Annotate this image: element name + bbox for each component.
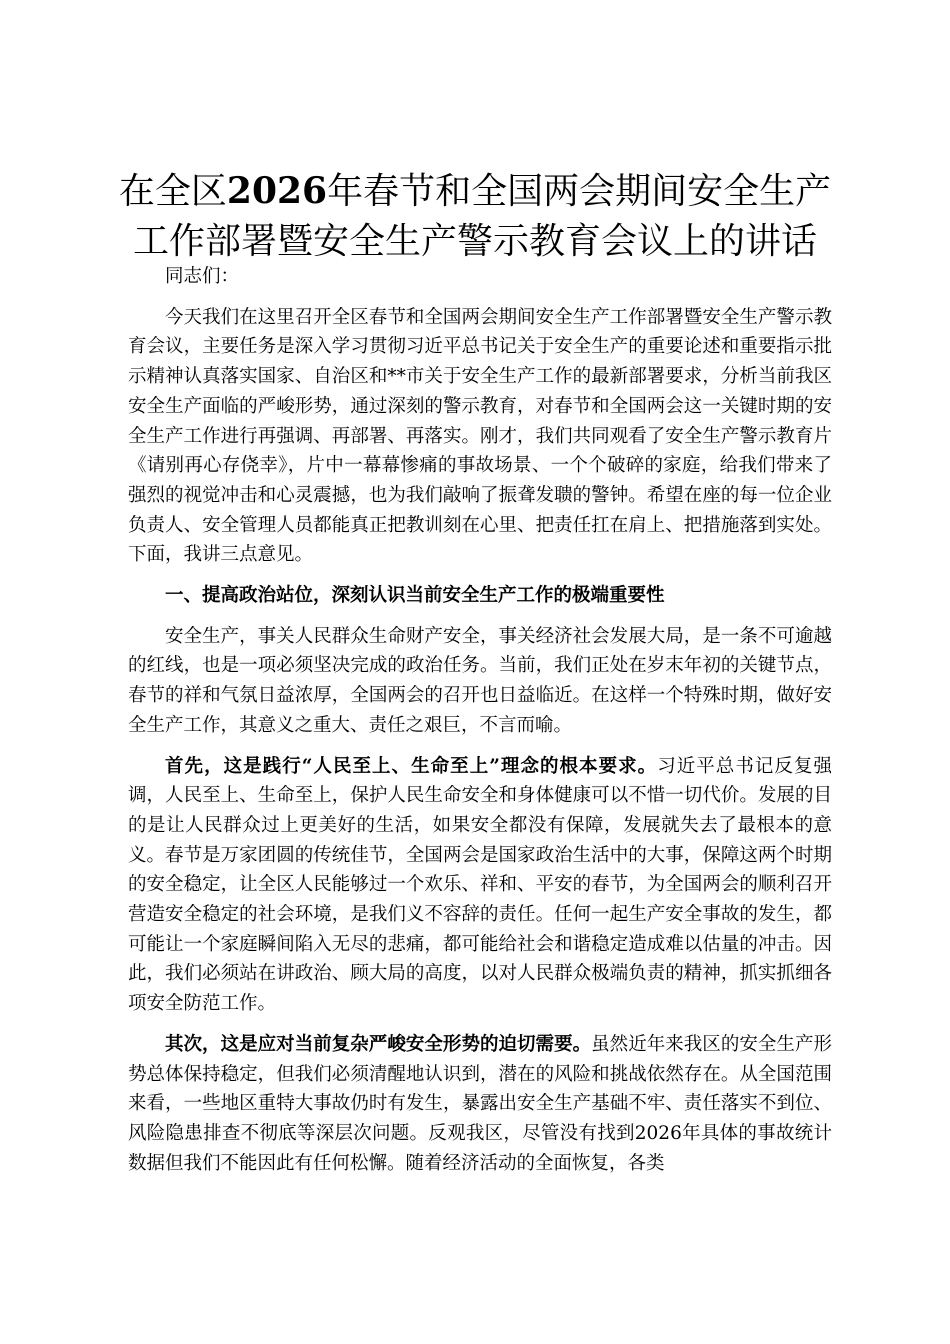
intro-paragraph: 今天我们在这里召开全区春节和全国两会期间安全生产工作部署暨安全生产警示教育会议，主要任务是深入学习贯彻习近平总书记关于安全生产的重要论述和重要指示批示精神认真落实国家、自治区和**市关于安全生产工作的最新部署要求，分析当前我区安全生产面临的严峻形势，通过深刻的警示教育，对春节和全国两会这一关键时期的安全生产工作进行再强调、再部署、再落实。刚才，我们共同观看了安全生产警示教育片《请别再心存侥幸》，片中一幕幕惨痛的事故场景、一个个破碎的家庭，给我们带来了强烈的视觉冲击和心灵震撼，也为我们敲响了振聋发聩的警钟。希望在座的每一位企业负责人、安全管理人员都能真正把教训刻在心里、把责任扛在肩上、把措施落到实处。下面，我讲三点意见。	[128, 306, 832, 566]
paragraph-first-point-body: 习近平总书记反复强调，人民至上、生命至上，保护人民生命安全和身体健康可以不惜一切代价。发展的目的是让人民群众过上更美好的生活，如果安全都没有保障，发展就失去了最根本的意义。春节是万家团圆的传统佳节，全国两会是国家政治生活中的大事，保障这两个时期的安全稳定，让全区人民能够过一个欢乐、祥和、平安的春节，为全国两会的顺利召开营造安全稳定的社会环境，是我们义不容辞的责任。任何一起生产安全事故的发生，都可能让一个家庭瞬间陷入无尽的悲痛，都可能给社会和谐稳定造成难以估量的冲击。因此，我们必须站在讲政治、顾大局的高度，以对人民群众极端负责的精神，抓实抓细各项安全防范工作。	[128, 755, 832, 1015]
document-title	[110, 166, 840, 267]
title-line-1-pre: 在全区	[118, 171, 227, 212]
paragraph-safety-importance: 安全生产，事关人民群众生命财产安全，事关经济社会发展大局，是一条不可逾越的红线，也是一项必须坚决完成的政治任务。当前，我们正处在岁末年初的关键节点，春节的祥和气氛日益浓厚，全国两会的召开也日益临近。在这样一个特殊时期，做好安全生产工作，其意义之重大、责任之艰巨，不言而喻。	[128, 625, 832, 736]
title-line-1-post: 年春节和全国两会期间安全生产	[327, 171, 832, 212]
section-heading-1: 一、提高政治站位，深刻认识当前安全生产工作的极端重要性	[165, 585, 665, 607]
title-year: 2026	[226, 170, 328, 212]
paragraph-first-point-lead: 首先，这是践行“人民至上、生命至上”理念的根本要求。	[165, 755, 658, 777]
paragraph-second-point-lead: 其次，这是应对当前复杂严峻安全形势的迫切需要。	[165, 1033, 592, 1055]
title-line-1	[110, 166, 840, 217]
greeting: 同志们：	[165, 266, 240, 287]
document-body	[128, 262, 832, 1178]
paragraph-second-point-body: 虽然近年来我区的安全生产形势总体保持稳定，但我们必须清醒地认识到，潜在的风险和挑战依然存在。从全国范围来看，一些地区重特大事故仍时有发生，暴露出安全生产基础不牢、责任落实不到位、风险隐患排查不彻底等深层次问题。反观我区，尽管没有找到2026年具体的事故统计数据但我们不能因此有任何松懈。随着经济活动的全面恢复，各类	[128, 1033, 832, 1174]
title-line-2: 工作部署暨安全生产警示教育会议上的讲话	[132, 221, 817, 262]
paragraph-second-point	[128, 1030, 832, 1179]
paragraph-first-point	[128, 752, 832, 1019]
